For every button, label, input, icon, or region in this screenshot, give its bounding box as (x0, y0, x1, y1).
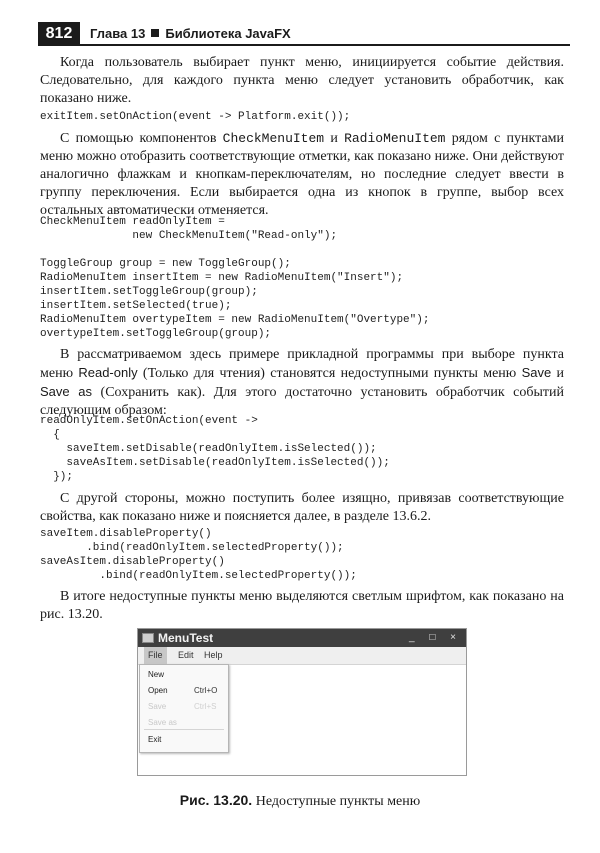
header-rule (80, 44, 570, 46)
menu-item-new[interactable]: New (148, 670, 165, 679)
book-title: Библиотека JavaFX (165, 26, 291, 41)
p3-save: Save (521, 365, 552, 380)
p3-text-d: (Сохранить как). Для этого достаточно установить обработчик событий следующим образом: (40, 385, 564, 418)
window-app-icon (142, 633, 154, 643)
p2-code-radiomenuitem: RadioMenuItem (344, 131, 446, 146)
page-header (38, 22, 570, 46)
paragraph-1: Когда пользователь выбирает пункт меню, инициируется событие действия. Следовательно, для каждого пункта меню следует установить обработчик, как показано ниже. (40, 55, 564, 106)
file-menu-dropdown (139, 664, 229, 753)
code-block-3: readOnlyItem.setOnAction(event -> { saveItem.setDisable(readOnlyItem.isSelected()); saveAsItem.setDisable(readOnlyItem.isSelected()); }); (40, 415, 390, 483)
p3-readonly: Read-only (78, 365, 138, 380)
code-block-1: exitItem.setOnAction(event -> Platform.exit()); (40, 111, 351, 123)
code-block-4: saveItem.disableProperty() .bind(readOnlyItem.selectedProperty()); saveAsItem.disableProperty() .bind(readOnlyItem.selectedProperty()); (40, 528, 357, 582)
p2-text-a: С помощью компонентов (60, 131, 223, 146)
menu-item-exit[interactable]: Exit (148, 735, 162, 744)
p3-text-c: и (551, 366, 565, 381)
running-title (90, 24, 291, 44)
code-block-2: CheckMenuItem readOnlyItem = new CheckMenuItem("Read-only"); ToggleGroup group = new ToggleGroup(); RadioMenuItem insertItem = new RadioMenuItem("Insert"); insertItem.setToggleGroup(group); insertItem.setSelected(true); RadioMenuItem overtypeItem = new RadioMenuItem("Overtype"); overtypeItem.setToggleGroup(group); (40, 216, 430, 340)
square-bullet-icon (151, 29, 159, 37)
paragraph-2 (40, 130, 564, 220)
menu-separator (144, 729, 224, 730)
menu-item-save-shortcut: Ctrl+S (194, 702, 217, 711)
p2-text-b: и (324, 131, 345, 146)
menu-item-open-shortcut: Ctrl+O (194, 686, 218, 695)
p2-code-checkmenuitem: CheckMenuItem (222, 131, 325, 146)
menu-bar (138, 647, 466, 665)
figure-caption (0, 791, 600, 811)
p3-text-b: (Только для чтения) становятся недоступными пункты меню (137, 366, 522, 381)
menu-file[interactable]: File (144, 647, 167, 664)
p3-saveas: Save as (40, 384, 93, 399)
menu-item-save-as: Save as (148, 718, 177, 727)
menu-edit[interactable]: Edit (178, 650, 194, 660)
paragraph-5: В итоге недоступные пункты меню выделяются светлым шрифтом, как показано на рис. 13.20. (40, 589, 564, 622)
menu-item-open[interactable]: Open (148, 686, 168, 695)
figure-caption-text: Недоступные пункты меню (252, 794, 421, 809)
menu-help[interactable]: Help (204, 650, 223, 660)
menu-item-save: Save (148, 702, 167, 711)
window-title: MenuTest (158, 631, 214, 645)
page-number: 812 (38, 22, 80, 46)
p3-text-a: В рассматриваемом здесь примере прикладной программы при выборе пункта меню (40, 347, 564, 381)
paragraph-3 (40, 346, 564, 420)
window-titlebar (138, 629, 466, 647)
p2-text-c: рядом с пунктами меню можно отобразить соответствующие отметки, как показано ниже. Они действуют аналогично флажкам и кнопкам-переключателям, но последние следует ввести в группу переключения. Если выбирается одна из кнопок в группе, выбор всех остальных автоматически отменяется. (40, 131, 565, 218)
figure-label: Рис. 13.20. (179, 792, 253, 808)
menutest-window (137, 628, 467, 776)
paragraph-4: С другой стороны, можно поступить более изящно, привязав соответствующие свойства, как показано ниже и поясняется далее, в разделе 13.6.2. (40, 491, 564, 524)
chapter-label: Глава 13 (90, 26, 146, 41)
window-controls[interactable]: _ □ × (409, 632, 462, 643)
